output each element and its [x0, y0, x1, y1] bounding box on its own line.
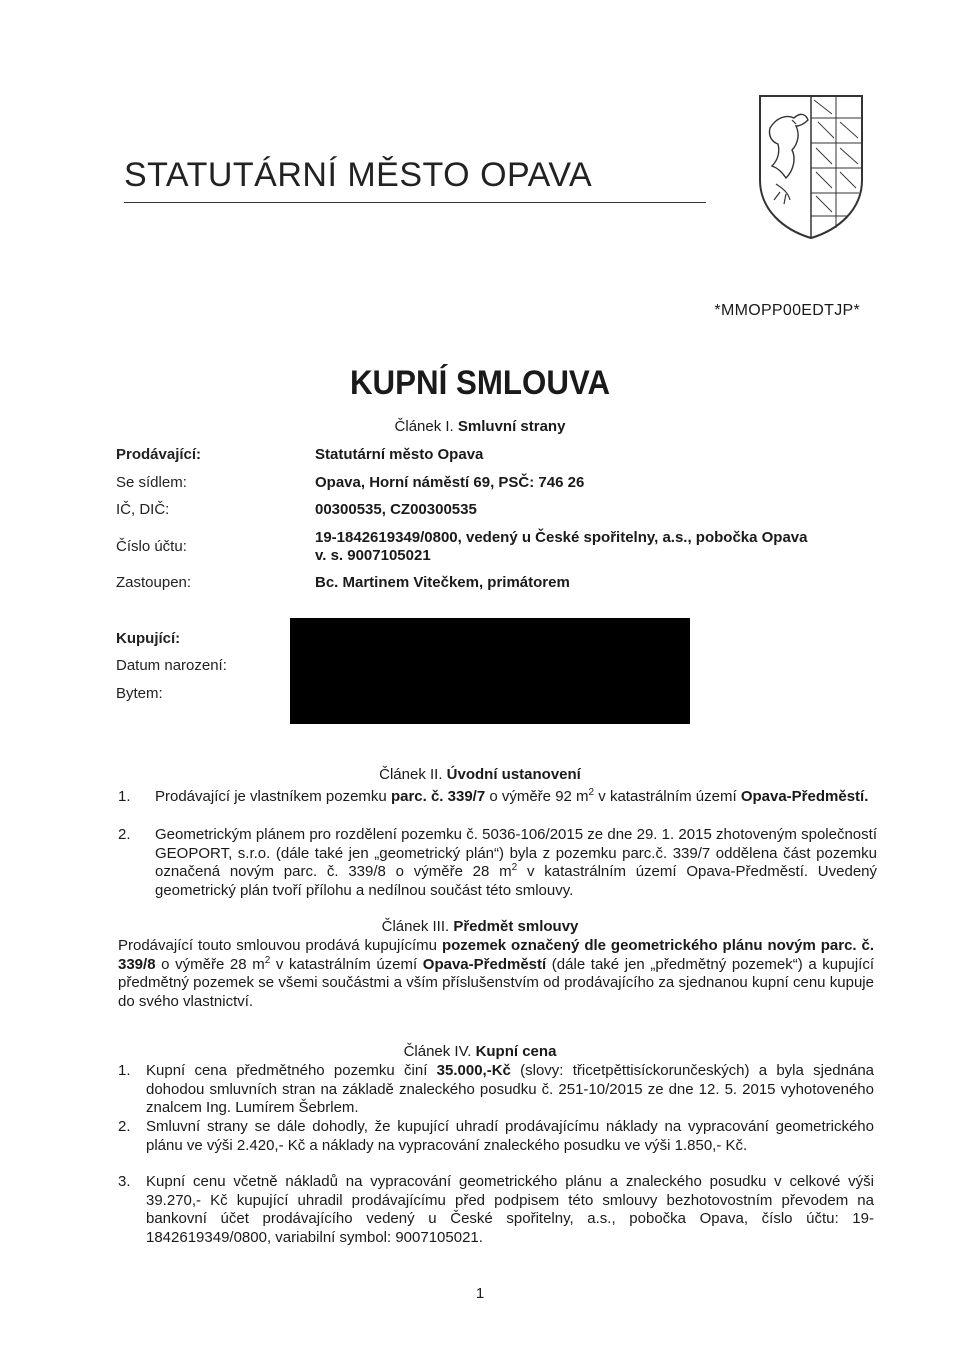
seat-label: Se sídlem:: [116, 474, 187, 491]
article-2-item-1-number: 1.: [118, 788, 131, 805]
article-4-item-3-number: 3.: [118, 1173, 131, 1190]
account-line-1: 19-1842619349/0800, vedený u České spořitelny, a.s., pobočka Opava: [315, 529, 808, 546]
account-label: Číslo účtu:: [116, 538, 187, 555]
article-3-heading: Článek III. Předmět smlouvy: [381, 918, 579, 935]
article-4-item-2-number: 2.: [118, 1118, 131, 1135]
article-4-item-3: Kupní cenu včetně nákladů na vypracování geometrického plánu a znaleckého posudku v celkové výši 39.270,- Kč kupující uhradil prodávajícímu před podpisem této smlouvy bezhotovostním převodem na bankovní účet prodávajícího vedený u České spořitelny, a.s., pobočka Opava, číslo účtu: 19-1842619349/0800, variabilní symbol: 9007105021.: [146, 1173, 874, 1246]
buyer-label: Kupující:: [116, 630, 181, 647]
representative-value: Bc. Martinem Vitečkem, primátorem: [315, 574, 570, 591]
article-4-item-1-number: 1.: [118, 1062, 131, 1079]
seller-name: Statutární město Opava: [315, 446, 484, 463]
ic-label: IČ, DIČ:: [116, 501, 170, 518]
account-line-2: v. s. 9007105021: [315, 547, 431, 564]
ic-value: 00300535, CZ00300535: [315, 501, 477, 518]
article-2-item-2-number: 2.: [118, 826, 131, 843]
article-2-item-1: Prodávající je vlastníkem pozemku parc. č. 339/7 o výměře 92 $m^2$ v katastrálním území Opava-Předměstí.: [155, 787, 869, 805]
article-3-body: Prodávající touto smlouvou prodává kupujícímu pozemek označený dle geometrického plánu novým parc. č. 339/8 o výměře 28 $m^2$ v katastrálním území Opava-Předměstí (dále také jen „předmětný pozemek“) a kupující předmětný pozemek se všemi součástmi a vším příslušenstvím od prodávajícího za sjednanou kupní cenu kupuje do svého vlastnictví.: [118, 937, 875, 1010]
redacted-buyer-details: [290, 618, 690, 724]
title-rule: [124, 202, 706, 203]
article-1-heading: Článek I. Smluvní strany: [394, 418, 566, 435]
document-barcode: *MMOPP00EDTJP*: [714, 302, 860, 319]
representative-label: Zastoupen:: [116, 574, 192, 591]
city-title: STATUTÁRNÍ MĚSTO OPAVA: [124, 156, 593, 194]
seller-label: Prodávající:: [116, 446, 202, 463]
article-4-heading: Článek IV. Kupní cena: [403, 1043, 557, 1060]
page-number: 1: [475, 1285, 485, 1302]
birth-date-label: Datum narození:: [116, 657, 227, 674]
article-4-item-2: Smluvní strany se dále dohodly, že kupující uhradí prodávajícímu náklady na vypracování geometrického plánu ve výši 2.420,- Kč a náklady na vypracování znaleckého posudku ve výši 1.850,- Kč.: [146, 1118, 874, 1154]
article-2-item-2: Geometrickým plánem pro rozdělení pozemku č. 5036-106/2015 ze dne 29. 1. 2015 zhotoveným společností GEOPORT, s.r.o. (dále také jen „geometrický plán“) byla z pozemku parc.č. 339/7 oddělena část pozemku označená novým parc. č. 339/8 o výměře 28 $m^2$ v katastrálním území Opava-Předměstí. Uvedený geometrický plán tvoří přílohu a nedílnou součást této smlouvy.: [155, 826, 878, 899]
seat-value: Opava, Horní náměstí 69, PSČ: 746 26: [315, 474, 585, 491]
residence-label: Bytem:: [116, 685, 163, 702]
document-title: KUPNÍ SMLOUVA: [349, 364, 611, 402]
article-2-heading: Článek II. Úvodní ustanovení: [379, 766, 581, 783]
coat-of-arms-icon: [756, 88, 866, 240]
article-4-item-1: Kupní cena předmětného pozemku činí 35.000,-Kč (slovy: třicetpěttisíckorunčeských) a byla sjednána dohodou smluvních stran na základě znaleckého posudku č. 251-10/2015 ze dne 12. 5. 2015 vyhotoveného znalcem Ing. Lumírem Šebrlem.: [146, 1062, 874, 1116]
